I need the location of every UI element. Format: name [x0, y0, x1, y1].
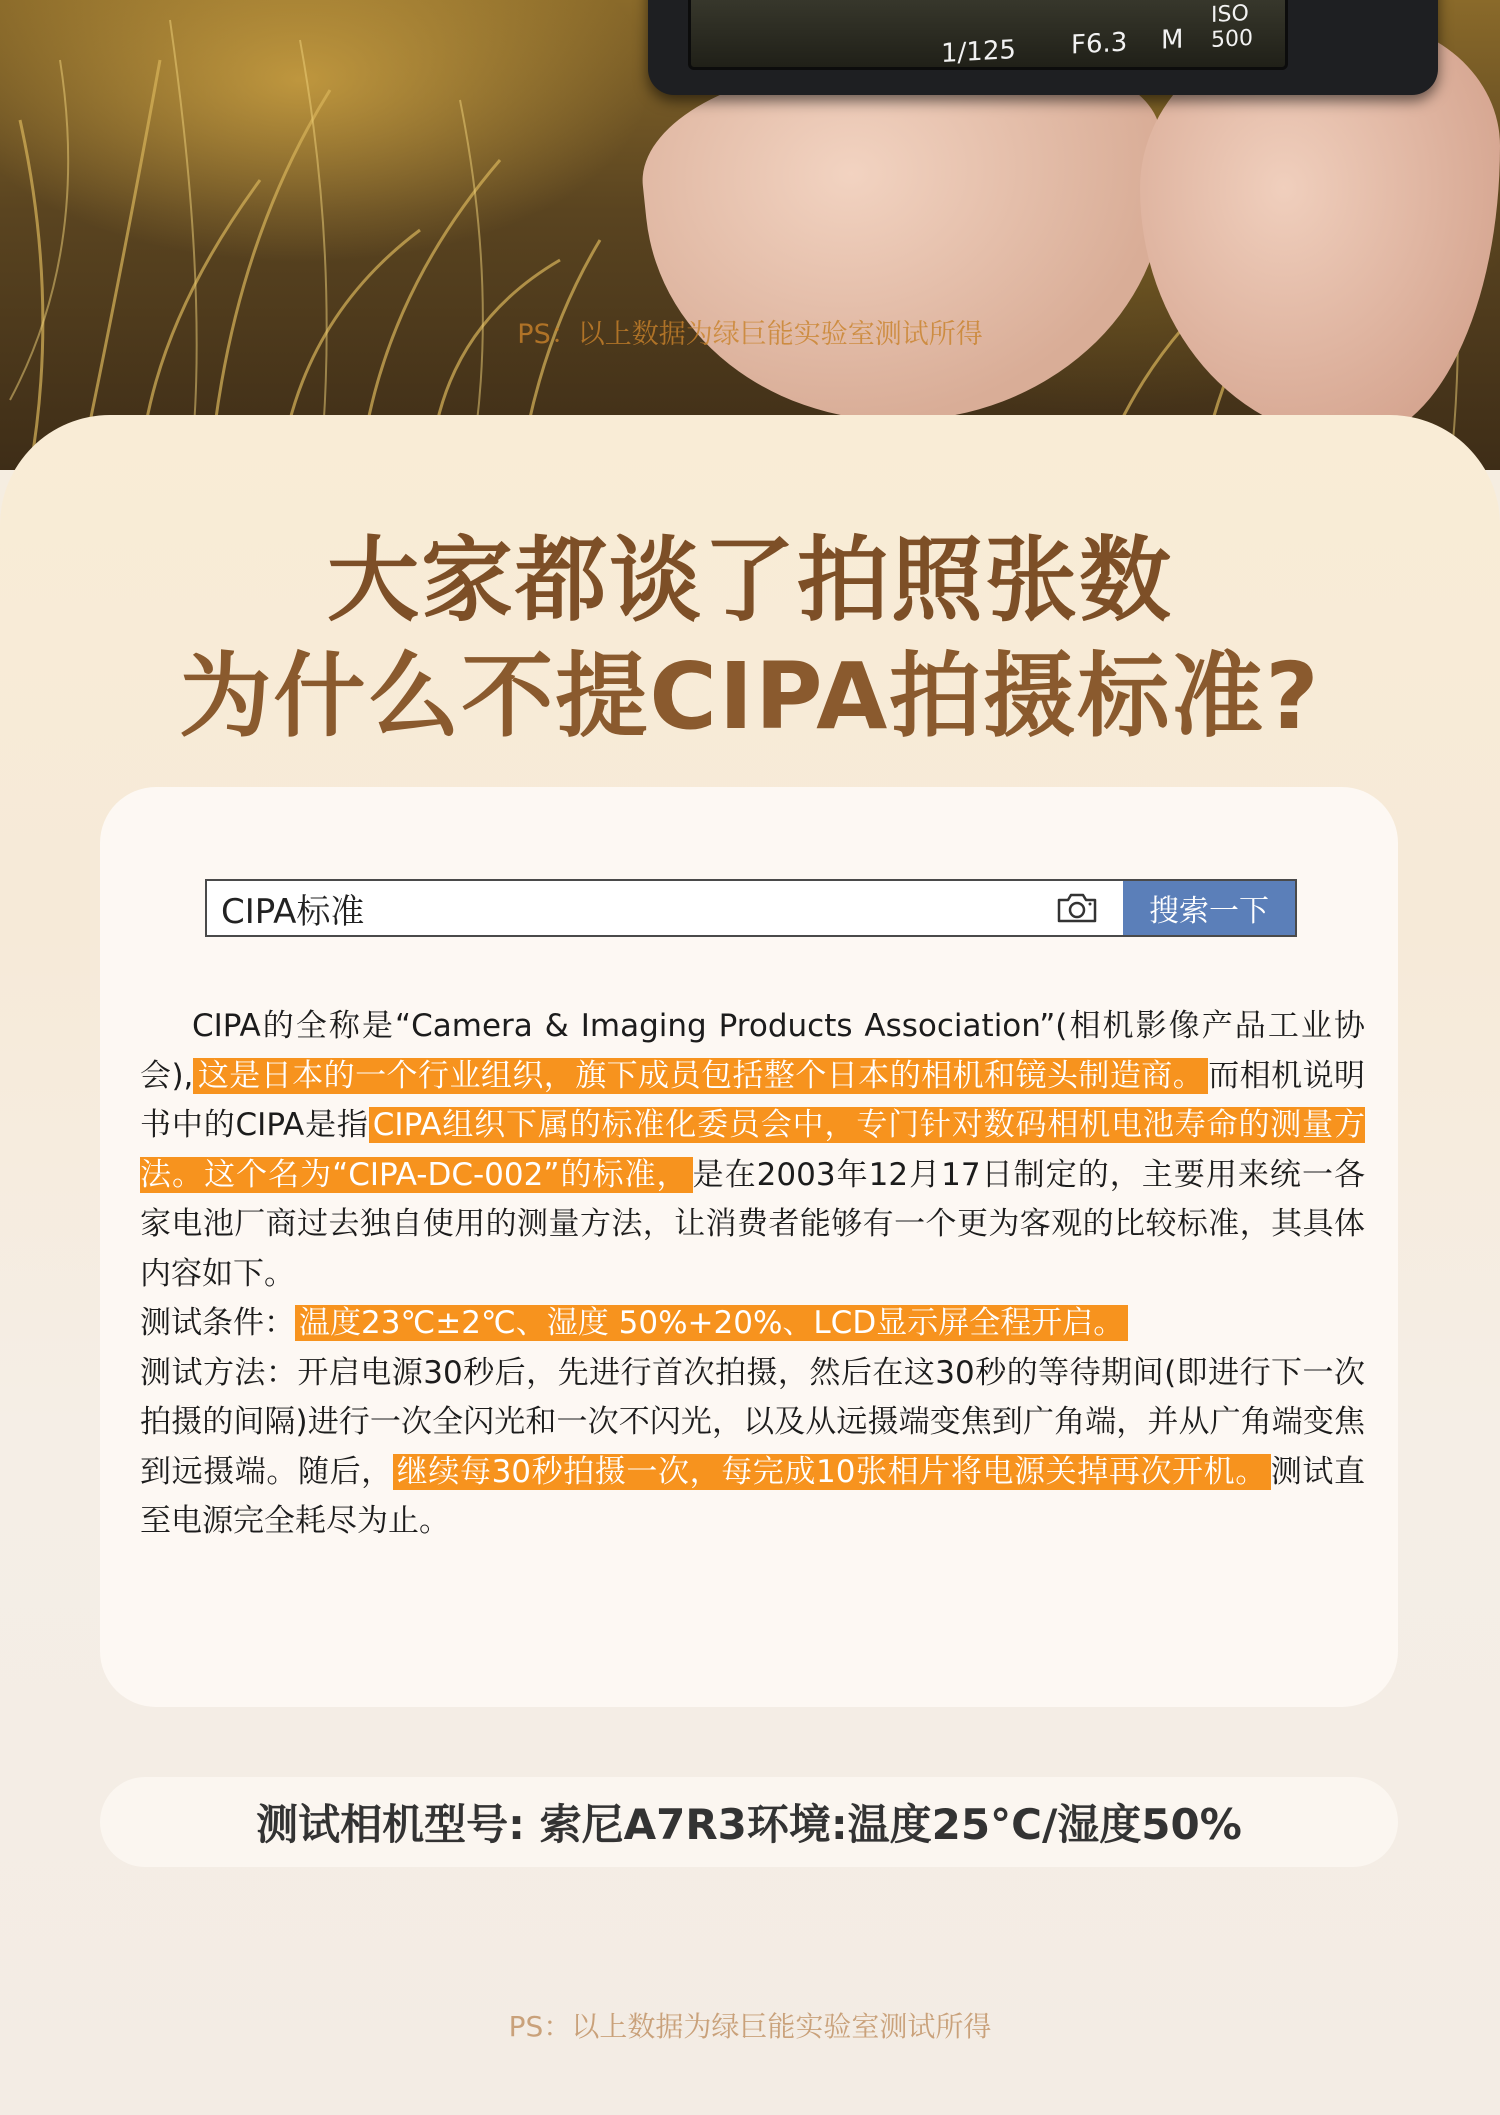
info-card: [100, 787, 1398, 1707]
photo-ps-note: PS：以上数据为绿巨能实验室测试所得: [517, 319, 983, 350]
article-cipa-ref: 而相机说明书中的CIPA是指: [140, 1057, 1366, 1143]
headline-line-2: 为什么不提CIPA拍摄标准?: [179, 643, 1321, 750]
aperture-readout: F6.3: [1071, 27, 1128, 61]
search-bar: [205, 879, 1297, 937]
article-intro: CIPA的全称是“Camera & Imaging Products Association”(相机影像产品工业协会),: [140, 1008, 1365, 1094]
article-standard-detail: 是在2003年12月17日制定的，主要用来统一各家电池厂商过去独自使用的测量方法，让消费者能够有一个更为客观的比较标准，其具体内容如下。: [140, 1156, 1365, 1292]
article-text: [140, 1002, 1365, 1547]
iso-readout: ISO 500: [1211, 0, 1253, 53]
mode-readout: M: [1161, 24, 1184, 56]
highlight-method: 继续每30秒拍摄一次，每完成10张相片将电源关掉再次开机。: [393, 1454, 1271, 1490]
method-label: 测试方法：: [140, 1354, 298, 1391]
camera-icon[interactable]: [1047, 887, 1107, 929]
conditions-label: 测试条件：: [140, 1305, 295, 1341]
search-button[interactable]: 搜索一下: [1123, 881, 1295, 935]
method-text: 开启电源30秒后，先进行首次拍摄，然后在这30秒的等待期间(即进行下一次拍摄的间隔)进行一次全闪光和一次不闪光，以及从远摄端变焦到广角端，并从广角端变焦到远摄端。随后，: [140, 1354, 1366, 1490]
main-panel: [0, 415, 1500, 2115]
shutter-readout: 1/125: [941, 35, 1016, 69]
search-input[interactable]: [207, 881, 1127, 935]
camera-body: [648, 0, 1438, 95]
highlight-standard: CIPA组织下属的标准化委员会中，专门针对数码相机电池寿命的测量方法。这个名为“CIPA-DC-002”的标准，: [140, 1107, 1365, 1193]
hero-photo: [0, 0, 1500, 470]
footer-ps-note: PS：以上数据为绿巨能实验室测试所得: [508, 2010, 992, 2043]
highlight-conditions: 温度23℃±2℃、湿度 50%+20%、LCD显示屏全程开启。: [295, 1305, 1128, 1341]
highlight-org: 这是日本的一个行业组织，旗下成员包括整个日本的相机和镜头制造商。: [193, 1058, 1208, 1094]
test-info-pill: 测试相机型号: 索尼A7R3环境:温度25°C/湿度50%: [100, 1777, 1398, 1867]
method-end: 测试直至电源完全耗尽为止。: [140, 1453, 1366, 1539]
headline-line-1: 大家都谈了拍照张数: [326, 527, 1173, 634]
camera-screen: [688, 0, 1288, 70]
